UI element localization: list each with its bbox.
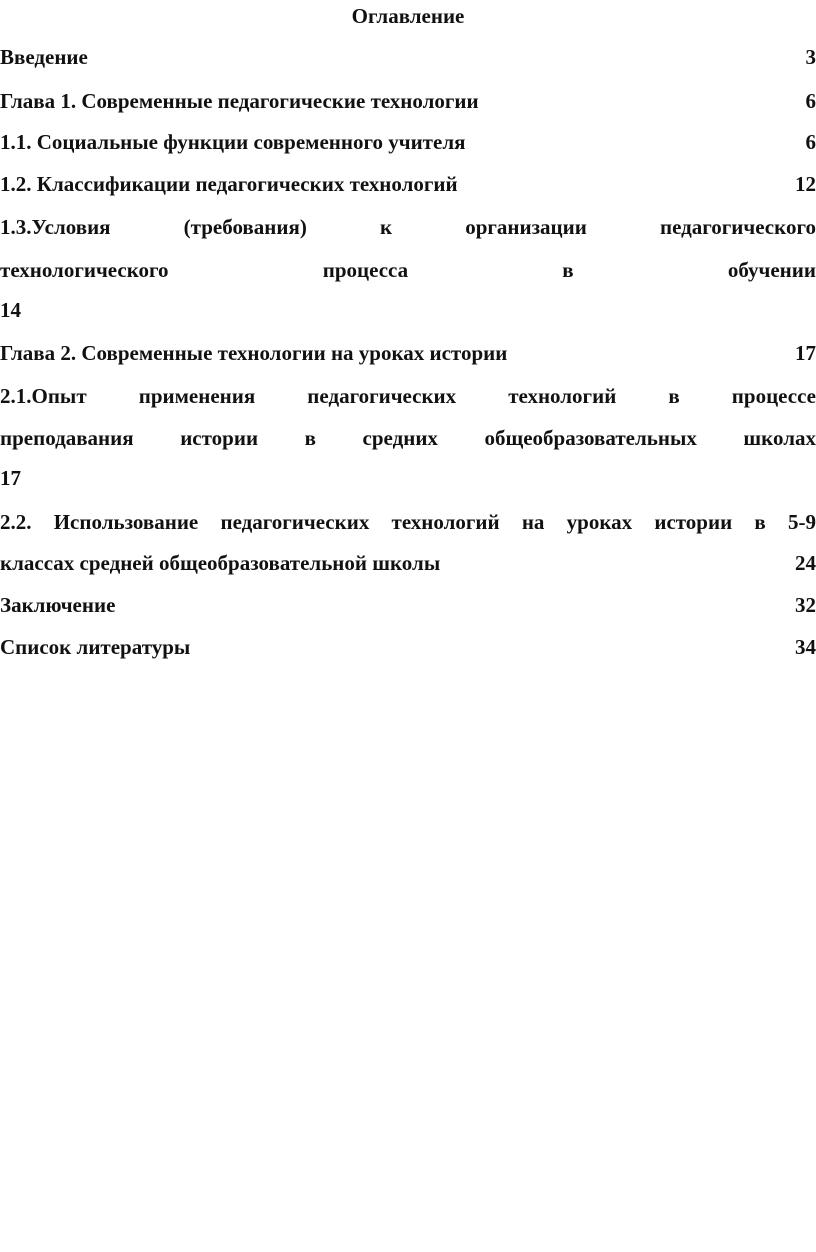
toc-entry-2-2-line-2 (0, 549, 816, 577)
toc-word: на (521, 510, 545, 534)
toc-entry-text: классах средней общеобразовательной школы (0, 551, 441, 575)
toc-word: школах (743, 426, 816, 450)
toc-entry-page: 17 (795, 341, 816, 365)
toc-entry-1-1 (0, 128, 816, 156)
toc-entry-2-2-line-1 (0, 508, 816, 536)
toc-word: в (562, 258, 574, 282)
toc-word: уроках (566, 510, 633, 534)
toc-word: 1.3.Условия (0, 215, 111, 239)
toc-entry-text: 1.2. Классификации педагогических технологий (0, 172, 458, 196)
toc-word: (требования) (183, 215, 307, 239)
toc-word: преподавания (0, 426, 134, 450)
toc-word: истории (654, 510, 733, 534)
toc-word: педагогических (220, 510, 370, 534)
toc-word: в (754, 510, 766, 534)
toc-word: применения (138, 384, 256, 408)
toc-entry-page: 24 (795, 551, 816, 575)
toc-entry-page: 12 (795, 172, 816, 196)
toc-word: 2.2. (0, 510, 32, 534)
toc-entry-page: 6 (805, 130, 816, 154)
toc-entry-2-1-line-2 (0, 424, 816, 452)
toc-entry-text: Список литературы (0, 635, 191, 659)
toc-entry-introduction (0, 43, 816, 71)
toc-entry-text: Глава 2. Современные технологии на уроках истории (0, 341, 508, 365)
toc-entry-page: 32 (795, 593, 816, 617)
toc-word: процессе (731, 384, 816, 408)
toc-entry-1-3-page: 14 (0, 298, 21, 322)
toc-entry-text: Глава 1. Современные педагогические технологии (0, 89, 479, 113)
toc-word: истории (180, 426, 259, 450)
toc-entry-1-3-line-1 (0, 213, 816, 241)
toc-word: обучении (727, 258, 816, 282)
toc-entry-page: 34 (795, 635, 816, 659)
toc-entry-chapter-1 (0, 87, 816, 115)
toc-entry-text: 1.1. Социальные функции современного учителя (0, 130, 466, 154)
toc-word: педагогического (659, 215, 816, 239)
toc-entry-1-2 (0, 170, 816, 198)
toc-entry-1-3-line-2 (0, 256, 816, 284)
toc-entry-2-1-line-1 (0, 382, 816, 410)
toc-entry-bibliography (0, 633, 816, 661)
toc-word: общеобразовательных (484, 426, 697, 450)
toc-word: средних (362, 426, 438, 450)
toc-word: к (379, 215, 393, 239)
toc-word: технологического (0, 258, 169, 282)
toc-word: в (668, 384, 680, 408)
toc-word: педагогических (307, 384, 457, 408)
toc-entry-text: Заключение (0, 593, 116, 617)
toc-word: технологий (508, 384, 617, 408)
toc-word: технологий (391, 510, 500, 534)
toc-word: организации (465, 215, 587, 239)
toc-entry-2-1-page: 17 (0, 466, 21, 490)
toc-entry-conclusion (0, 591, 816, 619)
toc-word: в (304, 426, 316, 450)
toc-word: 2.1.Опыт (0, 384, 87, 408)
toc-word: Использование (53, 510, 199, 534)
toc-entry-text: Введение (0, 45, 88, 69)
toc-word: процесса (322, 258, 409, 282)
toc-entry-chapter-2 (0, 339, 816, 367)
toc-entry-page: 3 (805, 45, 816, 69)
page-title: Оглавление (351, 4, 465, 28)
toc-word: 5-9 (787, 510, 816, 534)
toc-entry-page: 6 (805, 89, 816, 113)
